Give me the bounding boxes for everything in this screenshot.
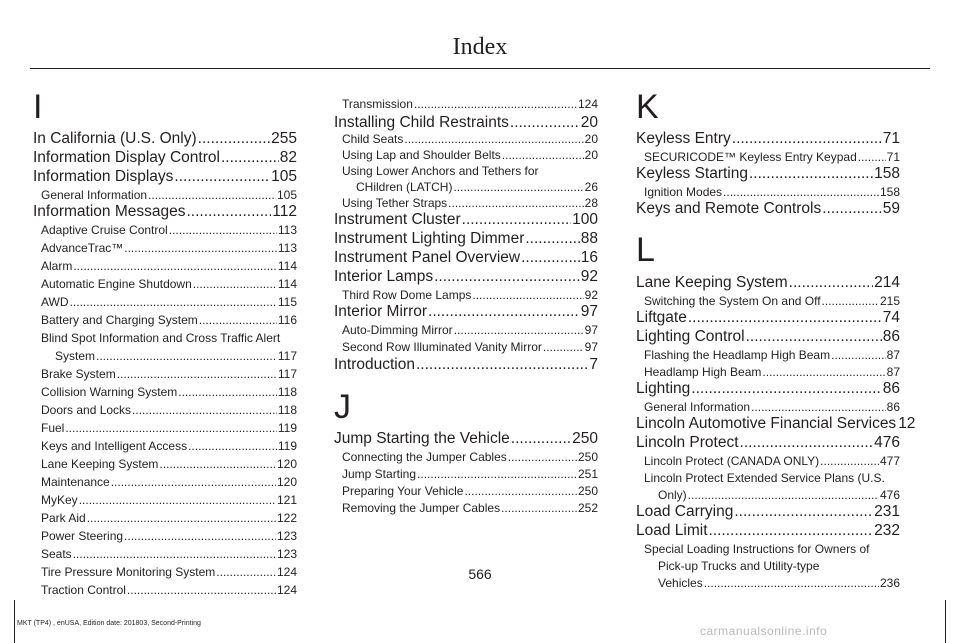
index-subentry: General Information ..... 105 (33, 188, 297, 202)
index-subentry: Traction Control ..... 124 (33, 583, 297, 597)
index-subentry-wrap: Blind Spot Information and Cross Traffic Alert (41, 331, 281, 345)
index-entry: Load Carrying ..... 231 (636, 503, 900, 521)
index-entry: Lincoln Protect ..... 476 (636, 434, 900, 452)
index-subentry-wrap: Lincoln Protect Extended Service Plans (U.S. (644, 471, 885, 485)
index-subentry: AWD ..... 115 (33, 295, 297, 309)
index-entry: Keys and Remote Controls ..... 59 (636, 200, 900, 218)
index-subentry: Brake System ..... 117 (33, 367, 297, 381)
index-subentry: Transmission ..... 124 (334, 97, 598, 111)
index-subentry: Auto-Dimming Mirror ..... 97 (334, 323, 598, 337)
index-entry: Lighting ..... 86 (636, 380, 900, 398)
index-subentry: Automatic Engine Shutdown ..... 114 (33, 277, 297, 291)
index-subentry: Tire Pressure Monitoring System ..... 124 (33, 565, 297, 579)
crop-mark-right (945, 600, 946, 643)
index-subentry: Park Aid ..... 122 (33, 511, 297, 525)
index-entry: Keyless Entry ..... 71 (636, 130, 900, 148)
section-letter-l: L (636, 231, 655, 269)
header-divider (30, 68, 930, 69)
index-subentry-wrap: Pick-up Trucks and Utility-type (658, 559, 820, 573)
index-subentry: AdvanceTrac™ ..... 113 (33, 241, 297, 255)
page-number: 566 (468, 566, 492, 582)
index-subentry: Power Steering ..... 123 (33, 529, 297, 543)
index-entry: Information Messages ..... 112 (33, 203, 297, 221)
index-entry: Installing Child Restraints ..... 20 (334, 114, 598, 132)
index-subentry: CHildren (LATCH) ..... 26 (334, 180, 598, 194)
watermark-text: carmanualsonline.info (700, 624, 828, 638)
index-entry: In California (U.S. Only) ..... 255 (33, 130, 297, 148)
index-subentry: Jump Starting ..... 251 (334, 467, 598, 481)
crop-mark-left (14, 600, 15, 643)
index-entry: Liftgate ..... 74 (636, 309, 900, 327)
index-entry: Lighting Control ..... 86 (636, 328, 900, 346)
index-subentry: Ignition Modes ..... 158 (636, 185, 900, 199)
index-subentry: Switching the System On and Off ..... 215 (636, 294, 900, 308)
index-subentry: System ..... 117 (33, 349, 297, 363)
index-subentry: Lincoln Protect (CANADA ONLY) ..... 477 (636, 454, 900, 468)
index-entry: Load Limit ..... 232 (636, 522, 900, 540)
page-title: Index (452, 34, 508, 60)
index-subentry-wrap: Using Lower Anchors and Tethers for (342, 164, 539, 178)
index-subentry: Maintenance ..... 120 (33, 475, 297, 489)
index-subentry: Vehicles ..... 236 (636, 576, 900, 590)
index-subentry: Third Row Dome Lamps ..... 92 (334, 288, 598, 302)
edition-footer: MKT (TP4) , enUSA, Edition date: 201803, Second-Printing (17, 620, 201, 627)
index-subentry: Removing the Jumper Cables ..... 252 (334, 501, 598, 515)
section-letter-i: I (33, 88, 43, 126)
index-entry: Interior Lamps ..... 92 (334, 268, 598, 286)
index-subentry: Headlamp High Beam ..... 87 (636, 365, 900, 379)
index-entry: Keyless Starting ..... 158 (636, 165, 900, 183)
index-entry: Interior Mirror ..... 97 (334, 303, 598, 321)
index-subentry: Battery and Charging System ..... 116 (33, 313, 297, 327)
index-subentry: Second Row Illuminated Vanity Mirror ..... 97 (334, 340, 598, 354)
index-subentry: Keys and Intelligent Access ..... 119 (33, 439, 297, 453)
index-subentry: General Information ..... 86 (636, 400, 900, 414)
index-subentry: Flashing the Headlamp High Beam ..... 87 (636, 348, 900, 362)
index-entry: Lane Keeping System ..... 214 (636, 274, 900, 292)
index-subentry: Adaptive Cruise Control ..... 113 (33, 223, 297, 237)
index-subentry: MyKey ..... 121 (33, 493, 297, 507)
index-subentry: SECURICODE™ Keyless Entry Keypad ..... 71 (636, 150, 900, 164)
index-entry: Instrument Panel Overview ..... 16 (334, 249, 598, 267)
index-subentry: Child Seats ..... 20 (334, 132, 598, 146)
index-subentry: Using Lap and Shoulder Belts ..... 20 (334, 148, 598, 162)
index-entry: Information Display Control ..... 82 (33, 149, 297, 167)
index-entry: Instrument Cluster ..... 100 (334, 211, 598, 229)
index-entry: Introduction ..... 7 (334, 356, 598, 374)
index-entry: Instrument Lighting Dimmer ..... 88 (334, 230, 598, 248)
index-subentry-wrap: Special Loading Instructions for Owners of (644, 542, 870, 556)
index-subentry: Alarm ..... 114 (33, 259, 297, 273)
index-entry: Lincoln Automotive Financial Services 12 (636, 415, 916, 432)
index-entry: Information Displays ..... 105 (33, 168, 297, 186)
index-subentry: Connecting the Jumper Cables ..... 250 (334, 450, 598, 464)
index-subentry: Collision Warning System ..... 118 (33, 385, 297, 399)
index-subentry: Lane Keeping System ..... 120 (33, 457, 297, 471)
section-letter-j: J (334, 388, 351, 426)
index-subentry: Preparing Your Vehicle ..... 250 (334, 484, 598, 498)
index-subentry: Doors and Locks ..... 118 (33, 403, 297, 417)
section-letter-k: K (636, 88, 659, 126)
index-subentry: Fuel ..... 119 (33, 421, 297, 435)
index-subentry: Seats ..... 123 (33, 547, 297, 561)
index-subentry: Only) ..... 476 (636, 488, 900, 502)
index-subentry: Using Tether Straps ..... 28 (334, 196, 598, 210)
index-entry: Jump Starting the Vehicle ..... 250 (334, 430, 598, 448)
